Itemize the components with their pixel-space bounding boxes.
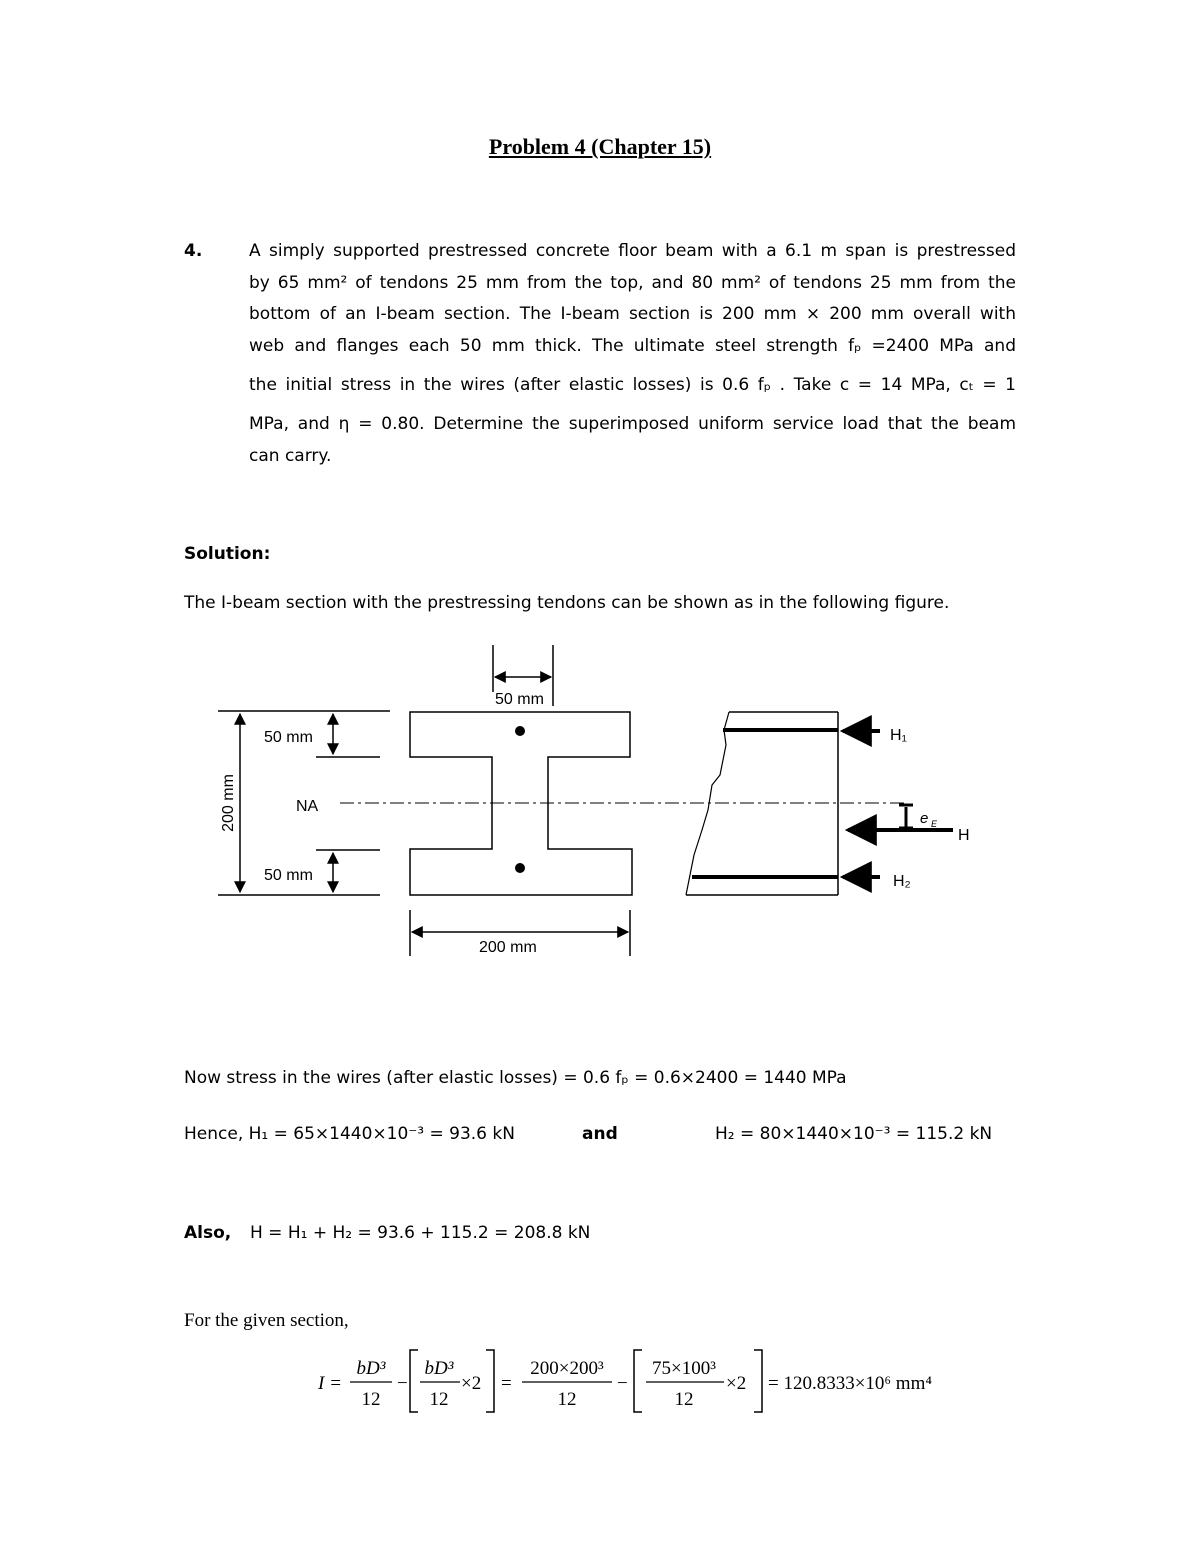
problem-number: 4. <box>184 241 203 261</box>
term3-denominator: 12 <box>557 1389 577 1410</box>
stress-line: Now stress in the wires (after elastic losses) = 0.6 fₚ = 0.6×2400 = 1440 MPa <box>184 1068 847 1088</box>
h-total-line: H = H₁ + H₂ = 93.6 + 115.2 = 208.8 kN <box>250 1223 591 1243</box>
eccentricity-subscript: E <box>931 819 938 829</box>
h-label: H <box>958 827 970 844</box>
h1-line: Hence, H₁ = 65×1440×10⁻³ = 93.6 kN <box>184 1124 515 1144</box>
term1-denominator: 12 <box>361 1389 381 1410</box>
problem-line: MPa, and η = 0.80. Determine the superimposed uniform service load that the beam <box>249 414 1016 434</box>
problem-line: A simply supported prestressed concrete floor beam with a 6.1 m span is prestressed <box>249 241 1016 261</box>
problem-line: web and flanges each 50 mm thick. The ultimate steel strength fₚ =2400 MPa and <box>249 336 1016 356</box>
bottom-flange-label: 50 mm <box>264 867 313 884</box>
web-dimension-label: 50 mm <box>495 691 544 708</box>
formula-result: = 120.8333×10⁶ mm⁴ <box>768 1373 932 1394</box>
width-label: 200 mm <box>479 939 537 956</box>
term2-denominator: 12 <box>429 1389 449 1410</box>
top-flange-label: 50 mm <box>264 729 313 746</box>
h2-line: H₂ = 80×1440×10⁻³ = 115.2 kN <box>715 1124 993 1144</box>
term1-numerator: bD³ <box>356 1358 386 1379</box>
term2-times: ×2 <box>461 1373 482 1394</box>
minus-sign-2: − <box>617 1373 628 1394</box>
also-label: Also, <box>184 1223 232 1243</box>
problem-line: by 65 mm² of tendons 25 mm from the top, and 80 mm² of tendons 25 mm from the <box>249 273 1016 293</box>
term2-numerator: bD³ <box>424 1358 454 1379</box>
term4-denominator: 12 <box>674 1389 694 1410</box>
solution-label: Solution: <box>184 544 271 564</box>
eccentricity-label: e <box>920 810 929 827</box>
equals-sign: = <box>501 1373 512 1394</box>
minus-sign-1: − <box>397 1373 408 1394</box>
problem-line: can carry. <box>249 446 332 466</box>
h1-label: H₁ <box>890 727 907 744</box>
and-word: and <box>582 1124 618 1144</box>
given-section: For the given section, <box>184 1310 349 1331</box>
term4-numerator: 75×100³ <box>652 1358 716 1379</box>
term3-numerator: 200×200³ <box>530 1358 604 1379</box>
height-label: 200 mm <box>220 774 237 832</box>
h2-label: H₂ <box>893 873 911 890</box>
problem-line: the initial stress in the wires (after elastic losses) is 0.6 fₚ . Take c = 14 MPa, cₜ = 1 <box>249 375 1016 395</box>
formula-lhs: I = <box>318 1373 342 1394</box>
neutral-axis-label: NA <box>296 798 319 815</box>
problem-line: bottom of an I-beam section. The I-beam section is 200 mm × 200 mm overall with <box>249 304 1016 324</box>
term4-times: ×2 <box>726 1373 747 1394</box>
figure-caption: The I-beam section with the prestressing tendons can be shown as in the following figure. <box>184 593 950 613</box>
page-title: Problem 4 (Chapter 15) <box>488 134 712 159</box>
